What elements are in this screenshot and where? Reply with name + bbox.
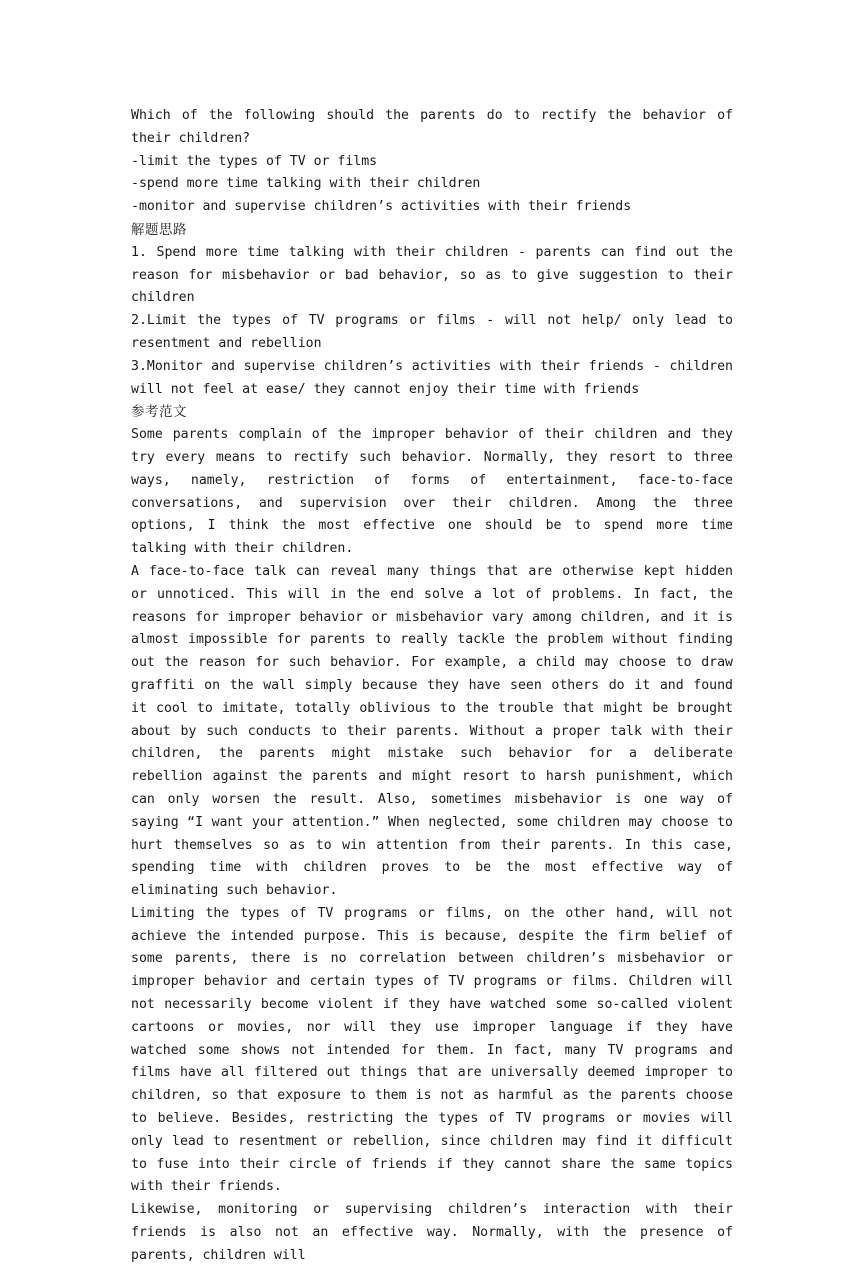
essay-heading: 参考范文 <box>131 404 187 421</box>
analysis-point-3: 3.Monitor and supervise children’s activities with their friends - children will not feel at ease/ they cannot enjoy their time with friends <box>131 358 733 397</box>
question-prompt: Which of the following should the parents do to rectify the behavior of their children? <box>131 108 733 146</box>
analysis-heading: 解题思路 <box>131 221 187 238</box>
option-limit-tv: -limit the types of TV or films <box>131 153 378 169</box>
analysis-point-2: 2.Limit the types of TV programs or films - will not help/ only lead to resentment and rebellion <box>131 313 733 351</box>
option-spend-time: -spend more time talking with their children <box>131 176 481 192</box>
essay-paragraph-4: Likewise, monitoring or supervising children’s interaction with their friends is also not an effective way. Normally, with the presence of parents, children will <box>131 1202 733 1263</box>
essay-paragraph-1: Some parents complain of the improper behavior of their children and they try every means to rectify such behavior. Normally, they resort to three ways, namely, restriction of forms of entertainment, face-to-face conversations, and supervision over their children. Among the three options, I think the most effective one should be to spend more time talking with their children. <box>131 427 733 557</box>
document-page <box>131 105 733 1268</box>
essay-paragraph-3: Limiting the types of TV programs or films, on the other hand, will not achieve the intended purpose. This is because, despite the firm belief of some parents, there is no correlation between children’s misbehavior or improper behavior and certain types of TV programs or films. Children will not necessarily become violent if they have watched some so-called violent cartoons or movies, nor will they use improper language if they have watched some shows not intended for them. In fact, many TV programs and films have all filtered out things that are universally deemed improper to children, so that exposure to them is not as harmful as the parents choose to believe. Besides, restricting the types of TV programs or movies will only lead to resentment or rebellion, since children may find it difficult to fuse into their circle of friends if they cannot share the same topics with their friends. <box>131 905 733 1195</box>
essay-paragraph-2: A face-to-face talk can reveal many things that are otherwise kept hidden or unnoticed. This will in the end solve a lot of problems. In fact, the reasons for improper behavior or misbehavior vary among children, and it is almost impossible for parents to really tackle the problem without finding out the reason for such behavior. For example, a child may choose to draw graffiti on the wall simply because they have seen others do it and found it cool to imitate, totally oblivious to the trouble that might be brought about by such conducts to their parents. Without a proper talk with their children, the parents might mistake such behavior for a deliberate rebellion against the parents and might resort to harsh punishment, which can only worsen the result. Also, sometimes misbehavior is one way of saying “I want your attention.” When neglected, some children may choose to hurt themselves so as to win attention from their parents. In this case, spending time with children proves to be the most effective way of eliminating such behavior. <box>131 563 733 899</box>
option-monitor: -monitor and supervise children’s activities with their friends <box>131 199 632 215</box>
analysis-point-1: 1. Spend more time talking with their children - parents can find out the reason for misbehavior or bad behavior, so as to give suggestion to their children <box>131 244 733 306</box>
